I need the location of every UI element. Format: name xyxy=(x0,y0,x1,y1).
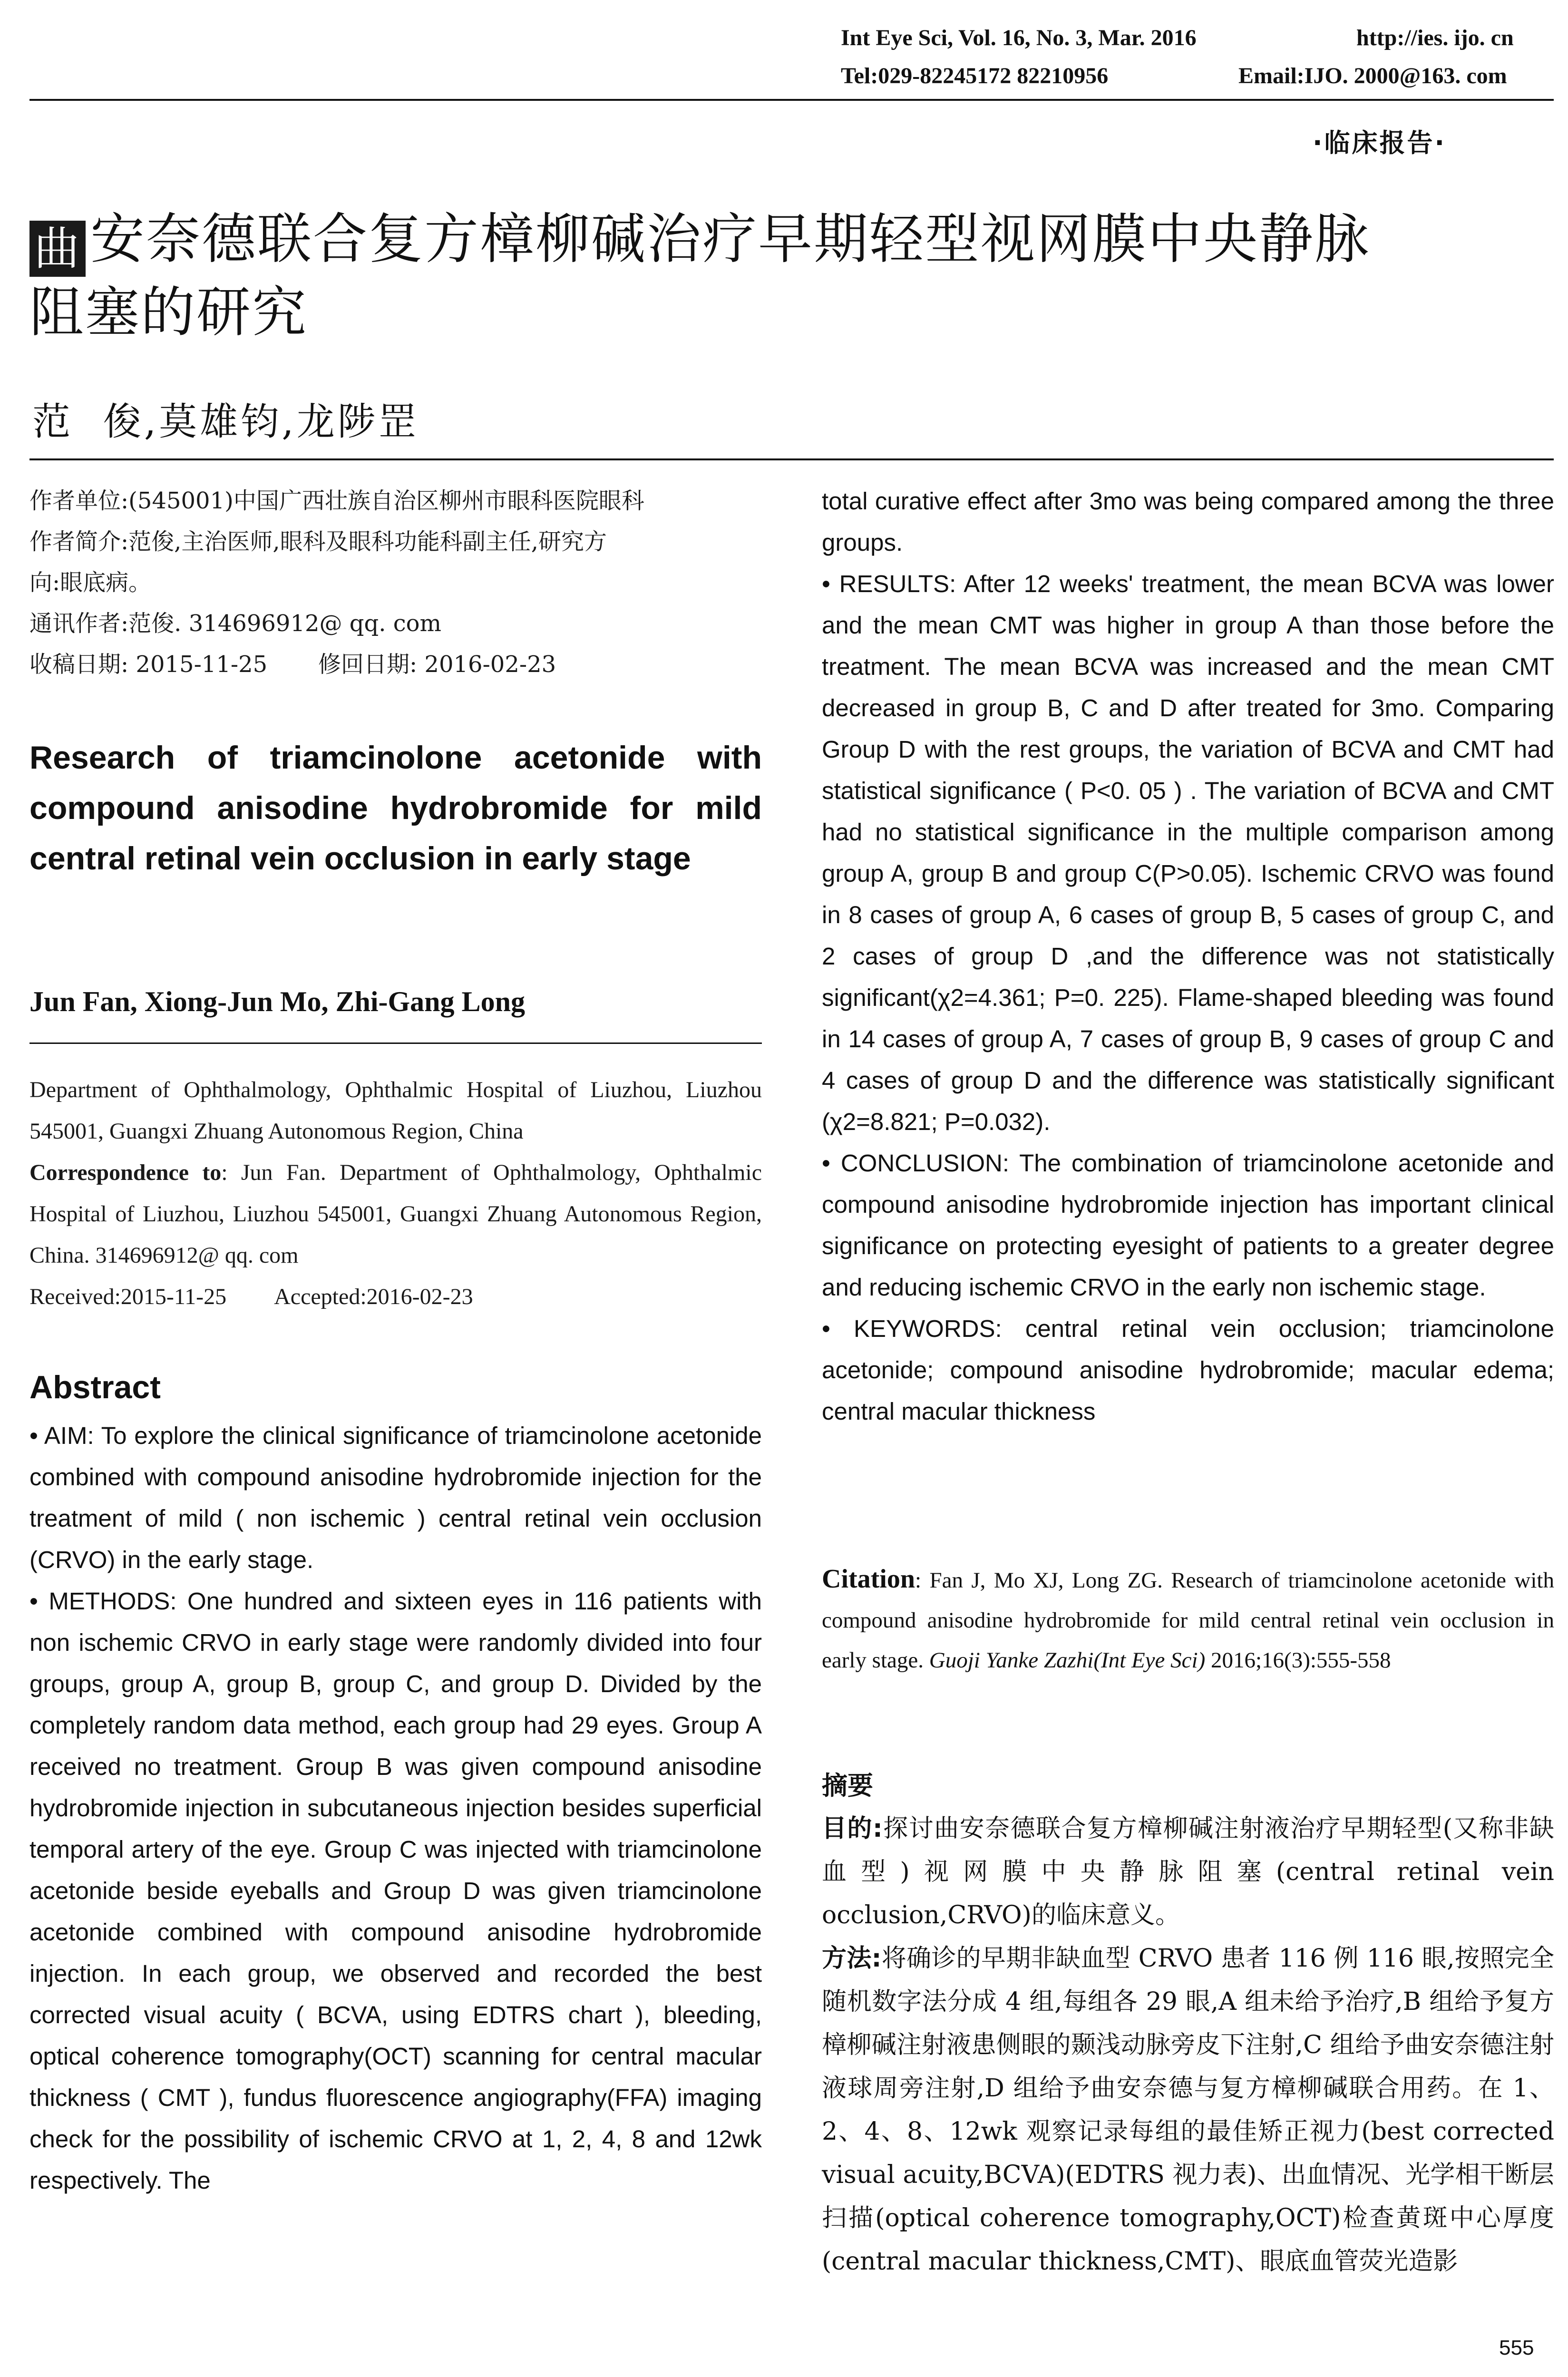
department-en: Department of Ophthalmology, Ophthalmic Hospital of Liuzhou, Liuzhou 545001, Guangxi Zhuang Autonomous Region, China xyxy=(29,1077,762,1144)
title-line-1: 安奈德联合复方樟柳碱治疗早期轻型视网膜中央静脉 xyxy=(90,207,1371,271)
corresponding-author-cn: 通讯作者:范俊. 314696912@ qq. com xyxy=(29,610,442,637)
citation-text: : Fan J, Mo XJ, Long ZG. Research of triamcinolone acetonide with compound anisodine hydrobromide for mild central retinal vein occlusion in early stage. xyxy=(822,1568,1554,1673)
citation-label: Citation xyxy=(822,1564,915,1594)
abstract-methods-cont: total curative effect after 3mo was being compared among the three groups. xyxy=(822,487,1554,556)
methods-text-cn: 将确诊的早期非缺血型 CRVO 患者 116 例 116 眼,按照完全随机数字法分成 4 组,每组各 29 眼,A 组未给予治疗,B 组给予复方樟柳碱注射液患侧眼的颞浅动脉旁皮下注射,C 组给予曲安奈德注射液球周旁注射,D 组给予曲安奈德与复方樟柳碱联合用药。在 1、2、4、8、12wk 观察记录每组的最佳矫正视力(best corrected visual acuity,BCVA)(EDTRS 视力表)、出血情况、光学相干断层扫描(optical coherence tomography,OCT)检查黄斑中心厚度(central macular thickness,CMT)、眼底血管荧光造影 xyxy=(822,1944,1554,2276)
title-line-2: 阻塞的研究 xyxy=(29,281,308,344)
journal-line: Int Eye Sci, Vol. 16, No. 3, Mar. 2016 xyxy=(841,25,1197,50)
correspondence xyxy=(29,1152,762,1276)
abstract-cn-body xyxy=(822,1807,1554,2283)
author-affiliation-cn: 作者单位:(545001)中国广西壮族自治区柳州市眼科医院眼科 xyxy=(29,487,644,514)
header-rule xyxy=(29,99,1554,101)
abstract-results: • RESULTS: After 12 weeks' treatment, the mean BCVA was lower and the mean CMT was higher in group A than those before the treatment. The mean BCVA was increased and the mean CMT decreased in group B, C and D after treated for 3mo. Comparing Group D with the rest groups, the variation of BCVA and CMT had statistical significance ( P<0. 05 ) . The variation of BCVA and CMT had no statistical significance in the multiple comparison among group A, group B and group C(P>0.05). Ischemic CRVO was found in 8 cases of group A, 6 cases of group B, 5 cases of group C, and 2 cases of group D ,and the difference was not statistically significant(χ2=4.361; P=0. 225). Flame-shaped bleeding was found in 14 cases of group A, 7 cases of group B, 9 cases of group C and 4 cases of group D and the difference was statistically significant (χ2=8.821; P=0.032). xyxy=(822,570,1554,1135)
paper-title xyxy=(29,204,1556,348)
abstract-methods: • METHODS: One hundred and sixteen eyes in 116 patients with non ischemic CRVO in early stage were randomly divided into four groups, group A, group B, group C, and group D. Divided by the completely random data method, each group had 29 eyes. Group A received no treatment. Group B was given compound anisodine hydrobromide injection in subcutaneous injection besides superficial temporal artery of the eye. Group C was injected with triamcinolone acetonide beside eyeballs and Group D was given triamcinolone acetonide combined with compound anisodine hydrobromide injection. In each group, we observed and recorded the best corrected visual acuity ( BCVA, using EDTRS chart ), bleeding, optical coherence tomography(OCT) scanning for central macular thickness ( CMT ), fundus fluorescence angiography(FFA) imaging check for the possibility of ischemic CRVO at 1, 2, 4, 8 and 12wk respectively. The xyxy=(29,1588,762,2194)
abstract-right-body xyxy=(822,480,1554,1432)
abstract-left-body xyxy=(29,1415,762,2201)
citation-block xyxy=(822,1559,1554,1680)
methods-label-cn: 方法: xyxy=(822,1944,882,1973)
abstract-heading: Abstract xyxy=(29,1369,161,1405)
authors-cn: 范 俊,莫雄钧,龙陟罡 xyxy=(32,399,419,444)
received-accepted xyxy=(29,1276,762,1317)
author-bio-cn-cont: 向:眼底病。 xyxy=(29,569,152,596)
journal-email[interactable]: Email:IJO. 2000@163. com xyxy=(1238,63,1507,88)
abstract-aim: • AIM: To explore the clinical significance of triamcinolone acetonide combined with compound anisodine hydrobromide injection for the treatment of mild ( non ischemic ) central retinal vein occlusion (CRVO) in the early stage. xyxy=(29,1422,762,1573)
dates-cn: 收稿日期: 2015-11-25 修回日期: 2016-02-23 xyxy=(29,651,556,678)
citation-ref: 2016;16(3):555-558 xyxy=(1210,1648,1391,1673)
journal-logo-icon: 曲 xyxy=(29,221,86,277)
en-title: Research of triamcinolone acetonide with compound anisodine hydrobromide for mild central retinal vein occlusion in early stage xyxy=(29,740,762,877)
author-bio-cn: 作者简介:范俊,主治医师,眼科及眼科功能科副主任,研究方 xyxy=(29,528,607,555)
author-info-cn xyxy=(29,480,762,685)
received-date: Received:2015-11-25 xyxy=(29,1284,227,1309)
aim-label-cn: 目的: xyxy=(822,1814,883,1843)
section-tag: ·临床报告· xyxy=(1313,128,1447,158)
accepted-date: Accepted:2016-02-23 xyxy=(274,1284,473,1309)
page-number: 555 xyxy=(1499,2336,1534,2359)
journal-tel: Tel:029-82245172 82210956 xyxy=(841,63,1109,88)
correspondence-label: Correspondence to xyxy=(29,1160,222,1185)
aim-text-cn: 探讨曲安奈德联合复方樟柳碱注射液治疗早期轻型(又称非缺血型)视网膜中央静脉阻塞(central retinal vein occlusion,CRVO)的临床意义。 xyxy=(822,1814,1555,1929)
authors-rule xyxy=(29,1042,762,1044)
title-rule xyxy=(29,458,1554,460)
journal-url[interactable]: http://ies. ijo. cn xyxy=(1356,25,1514,50)
citation-journal: Guoji Yanke Zazhi(Int Eye Sci) xyxy=(929,1648,1206,1673)
affiliation-en xyxy=(29,1069,762,1317)
correspondence-text: : Jun Fan. Department of Ophthalmology, Ophthalmic Hospital of Liuzhou, Liuzhou 545001, Guangxi Zhuang Autonomous Region, China. 314696912@ qq. com xyxy=(29,1160,762,1268)
abstract-conclusion: • CONCLUSION: The combination of triamcinolone acetonide and compound anisodine hydrobromide injection has important clinical significance on protecting eyesight of patients to a greater degree and reducing ischemic CRVO in the early non ischemic stage. xyxy=(822,1150,1554,1301)
en-authors: Jun Fan, Xiong-Jun Mo, Zhi-Gang Long xyxy=(29,986,525,1017)
abstract-heading-cn: 摘要 xyxy=(822,1771,873,1801)
abstract-keywords: • KEYWORDS: central retinal vein occlusion; triamcinolone acetonide; compound anisodine hydrobromide; macular edema; central macular thickness xyxy=(822,1315,1554,1425)
